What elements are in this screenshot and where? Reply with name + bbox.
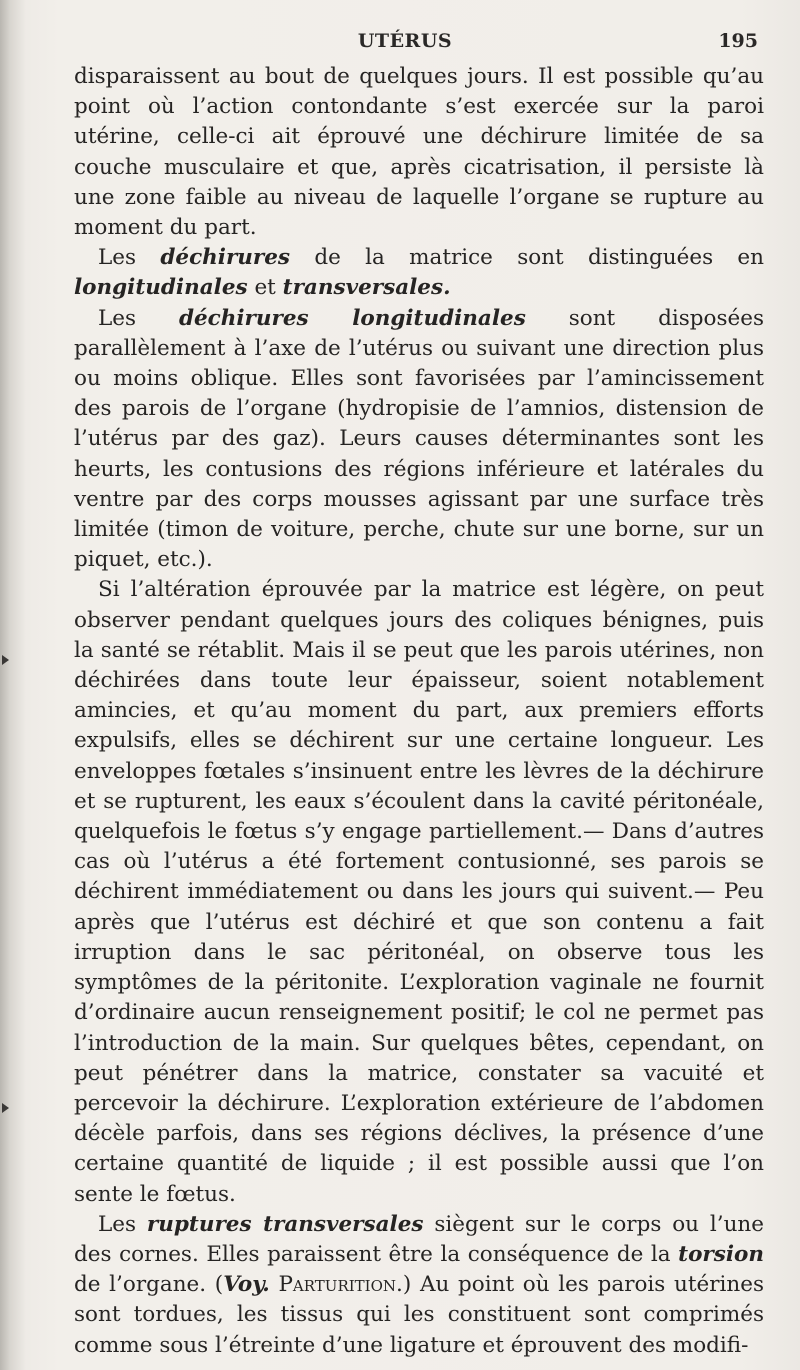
italic-term: torsion — [678, 1241, 764, 1267]
italic-term: longitudinales — [74, 275, 248, 301]
italic-term: transversales. — [282, 275, 451, 301]
text-run: Les — [98, 1211, 147, 1237]
paragraph — [74, 243, 764, 303]
page-header — [0, 30, 800, 60]
italic-term: déchirures longitudinales — [178, 305, 526, 331]
text-run: et — [247, 275, 283, 301]
text-run: de l’organe. ( — [74, 1272, 224, 1298]
italic-term: ruptures transversales — [146, 1211, 424, 1237]
italic-term: déchirures — [160, 245, 291, 271]
paragraph — [74, 62, 764, 243]
text-run: disparaissent au bout de quelques jours. Il est possible qu’au point où l’action contondante s’est exercée sur la paroi utérine, celle-ci ait éprouvé une déchirure limitée de sa couche musculaire et que, après cicatrisation, il persiste là une zone faible au niveau de laquelle l’organe se rupture au moment du part. — [74, 64, 764, 241]
margin-mark-icon — [2, 1103, 9, 1113]
running-title: UTÉRUS — [357, 30, 453, 52]
text-run: sont disposées parallèlement à l’axe de l’utérus ou suivant une direction plus ou moins oblique. Elles sont favorisées par l’amincissement des parois de l’organe (hydropisie de l’amnios, distension de l’utérus par des gaz). Leurs causes déterminantes sont les heurts, les contusions des régions inférieure et latérales du ventre par des corps mousses agissant par une surface très limitée (timon de voiture, perche, chute sur une borne, sur un piquet, etc.). — [74, 305, 764, 573]
italic-term: Voy. — [223, 1272, 270, 1298]
text-run: Les — [98, 305, 179, 331]
text-run: Si l’altération éprouvée par la matrice est légère, on peut observer pendant quelques jours des coliques bénignes, puis la santé se rétablit. Mais il se peut que les parois utérines, non déchirées dans toute leur épaisseur, soient notablement amincies, et qu’au moment du part, aux premiers efforts expulsifs, elles se déchirent sur une certaine longueur. Les enveloppes fœtales s’insinuent entre les lèvres de la déchirure et se rupturent, les eaux s’écoulent dans la cavité péritonéale, quelquefois le fœtus s’y engage partiellement.— Dans d’autres cas où l’utérus a été fortement contusionné, ses parois se déchirent immédiatement ou dans les jours qui suivent.— Peu après que l’utérus est déchiré et que son contenu a fait irruption dans le sac péritonéal, on observe tous les symptômes de la péritonite. L’exploration vaginale ne fournit d’ordinaire aucun renseignement positif; le col ne permet pas l’introduction de la main. Sur quelques bêtes, cependant, on peut pénétrer dans la matrice, constater sa vacuité et percevoir la déchirure. L’exploration extérieure de l’abdomen décèle parfois, dans ses régions déclives, la présence d’une certaine quantité de liquide ; il est possible aussi que l’on sente le fœtus. — [74, 577, 764, 1207]
text-run: ) Au point où les parois utérines sont tordues, les tissus qui les constituent sont comprimés comme sous l’étreinte d’une ligature et éprouvent des modifi- — [74, 1272, 764, 1358]
paragraph — [74, 575, 764, 1209]
text-run: siègent sur le corps ou l’une des cornes. Elles paraissent être la conséquence de la — [74, 1211, 765, 1267]
margin-mark-icon — [2, 655, 9, 665]
text-run: de la matrice sont distinguées en — [290, 245, 764, 271]
page-number: 195 — [718, 30, 758, 52]
small-caps-reference: Parturition. — [278, 1272, 403, 1298]
text-run: Les — [98, 245, 161, 271]
body-text — [74, 62, 764, 1361]
paragraph — [74, 304, 764, 576]
paragraph — [74, 1210, 764, 1361]
